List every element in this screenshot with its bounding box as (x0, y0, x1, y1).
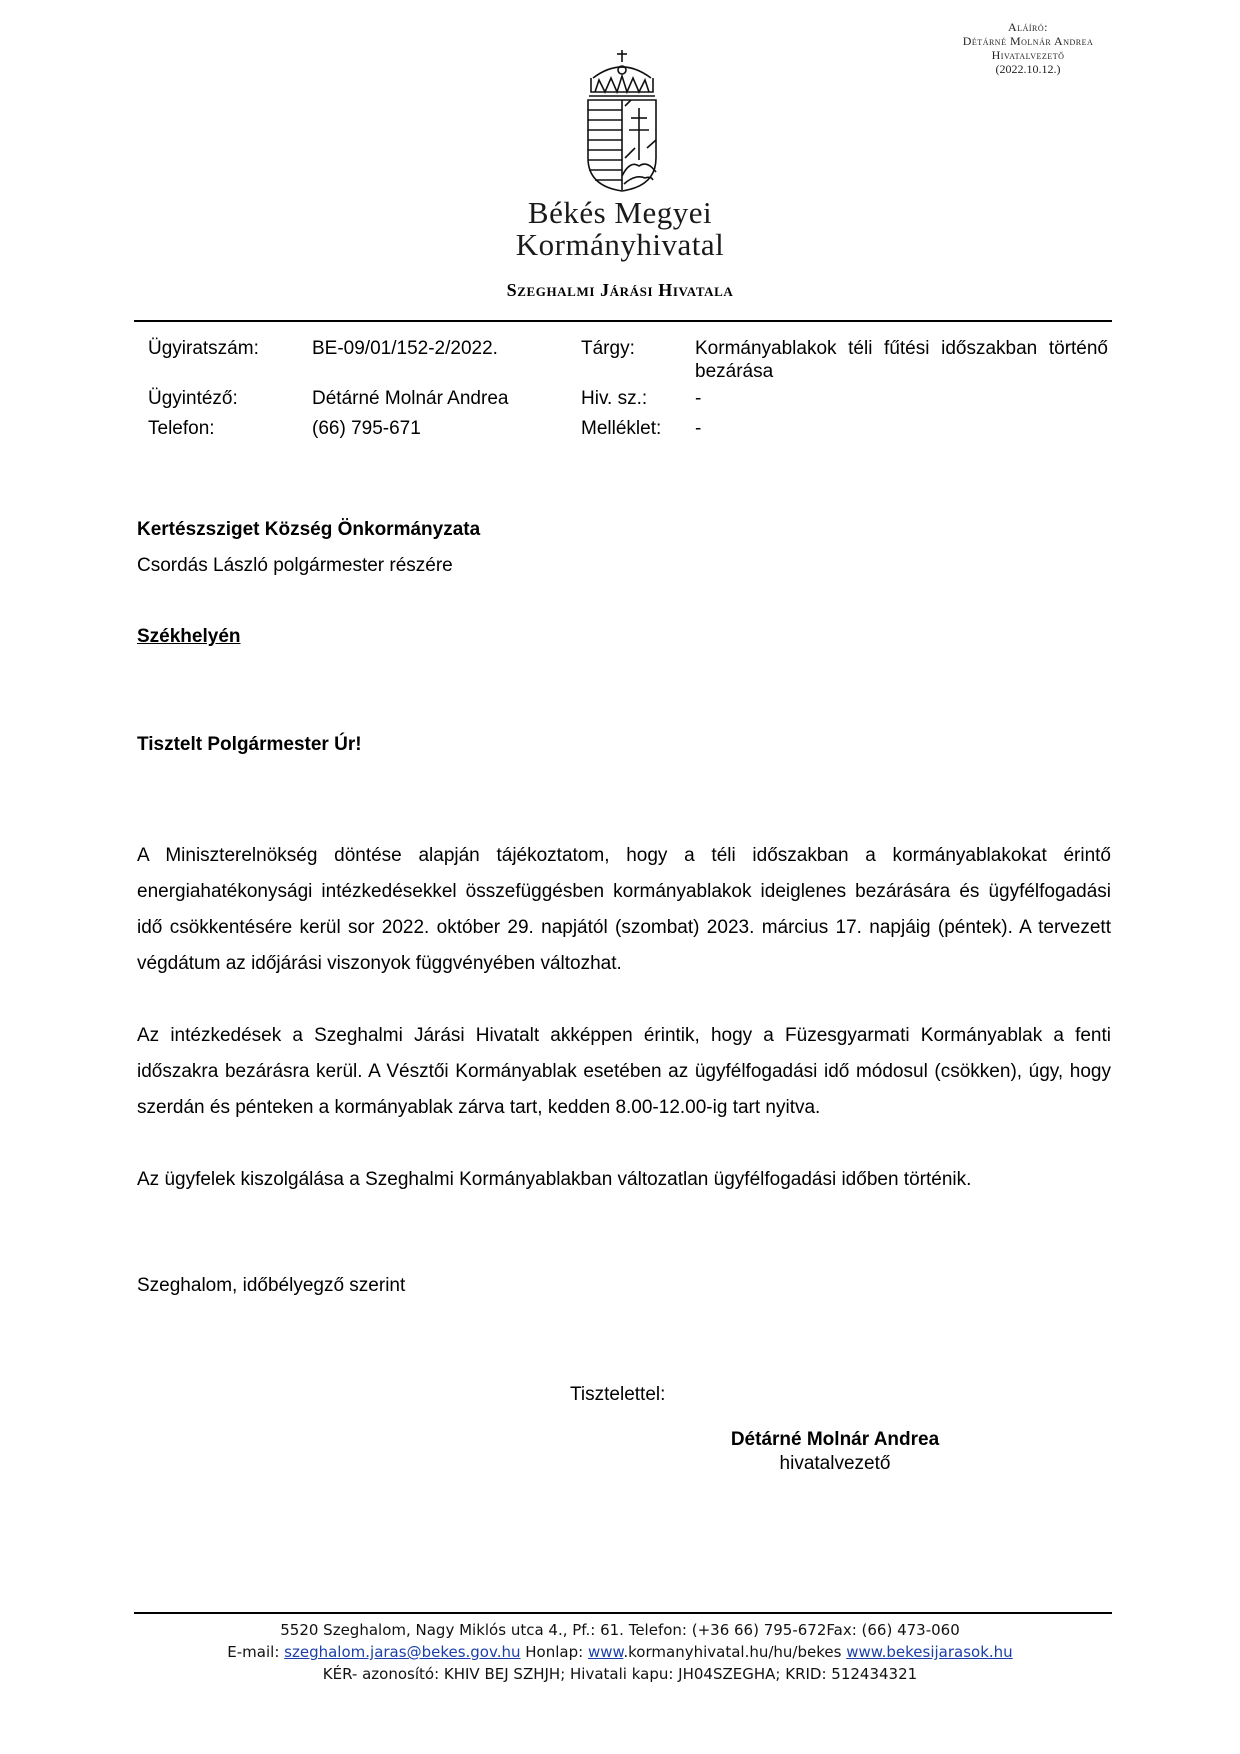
case-number-label: Ügyiratszám: (148, 338, 259, 359)
signer-name: Détárné Molnár Andrea (730, 1429, 940, 1450)
office-name-line2: Kormányhivatal (515, 227, 725, 262)
email-label: E-mail: (227, 1643, 280, 1661)
footer-ids: KÉR- azonosító: KHIV BEJ SZHJH; Hivatali kapu: JH04SZEGHA; KRID: 512434321 (322, 1665, 918, 1683)
subject-label: Tárgy: (581, 338, 635, 359)
phone-label: Telefon: (148, 418, 215, 439)
recipient-person: Csordás László polgármester részére (137, 555, 453, 576)
letter-body (137, 838, 1111, 1234)
meta-row-officer (148, 387, 1108, 417)
footer-address: 5520 Szeghalom, Nagy Miklós utca 4., Pf.: 61. Telefon: (+36 66) 795-672Fax: (66) 473-060 (280, 1621, 960, 1639)
recipient-block (137, 518, 480, 578)
homepage-link-rest: .kormanyhivatal.hu/hu/bekes (623, 1643, 842, 1661)
recipient-organization: Kertészsziget Község Önkormányzata (137, 519, 481, 540)
recipient-seat: Székhelyén (137, 626, 241, 647)
signature-stamp (878, 20, 1178, 76)
header-divider (134, 320, 1112, 322)
homepage-link-www[interactable]: www (587, 1643, 624, 1661)
footer (0, 1619, 1240, 1685)
attachment: - (695, 418, 702, 439)
ref-label: Hiv. sz.: (581, 388, 648, 409)
body-paragraph: A Miniszterelnökség döntése alapján tájékoztatom, hogy a téli időszakban a kormányablakokat érintő energiahatékonysági intézkedésekkel összefüggésben kormányablakok ideiglenes bezárására és ügyfélfogadási idő csökkentésére kerül sor 2022. október 29. napjától (szombat) 2023. március 17. napjáig (péntek). A tervezett végdátum az időjárási viszonyok függvényében változhat. (137, 845, 1111, 974)
meta-row-case (148, 337, 1108, 387)
body-paragraph: Az intézkedések a Szeghalmi Járási Hivatalt akképpen érintik, hogy a Füzesgyarmati Kormányablak a fenti időszakra bezárásra kerül. A Vésztői Kormányablak esetében az ügyfélfogadási idő módosul (csökken), úgy, hogy szerdán és pénteken a kormányablak zárva tart, kedden 8.00-12.00-ig tart nyitva. (137, 1025, 1111, 1118)
ref: - (695, 388, 702, 409)
attachment-label: Melléklet: (581, 418, 662, 439)
coat-of-arms-icon (583, 48, 661, 193)
stamp-date: (2022.10.12.) (995, 62, 1061, 76)
officer-label: Ügyintéző: (148, 388, 238, 409)
homepage2-link[interactable]: www.bekesijarasok.hu (846, 1643, 1013, 1661)
office-name (0, 195, 1240, 262)
closing: Tisztelettel: (570, 1384, 666, 1405)
document-meta (148, 337, 1108, 447)
case-number: BE-09/01/152-2/2022. (312, 338, 498, 359)
department-name: Szeghalmi Járási Hivatala (506, 280, 734, 300)
place-date: Szeghalom, időbélyegző szerint (137, 1275, 406, 1296)
homepage-label: Honlap: (525, 1643, 584, 1661)
phone: (66) 795-671 (312, 418, 421, 439)
signer-title: hivatalvezető (779, 1453, 891, 1474)
stamp-role: Hivatalvezető (991, 48, 1065, 62)
stamp-name: Détárné Molnár Andrea (962, 34, 1094, 48)
officer: Détárné Molnár Andrea (312, 388, 509, 409)
meta-row-phone (148, 417, 1108, 447)
signature-block (690, 1428, 980, 1476)
footer-contacts (0, 1641, 1240, 1663)
salutation: Tisztelt Polgármester Úr! (137, 734, 362, 755)
footer-divider (134, 1612, 1112, 1614)
body-paragraph: Az ügyfelek kiszolgálása a Szeghalmi Kormányablakban változatlan ügyfélfogadási időben történik. (137, 1169, 972, 1190)
office-name-line1: Békés Megyei (527, 195, 713, 230)
email-link[interactable]: szeghalom.jaras@bekes.gov.hu (284, 1643, 521, 1661)
stamp-label: Aláíró: (1008, 20, 1048, 34)
subject: Kormányablakok téli fűtési időszakban történő bezárása (695, 338, 1108, 382)
